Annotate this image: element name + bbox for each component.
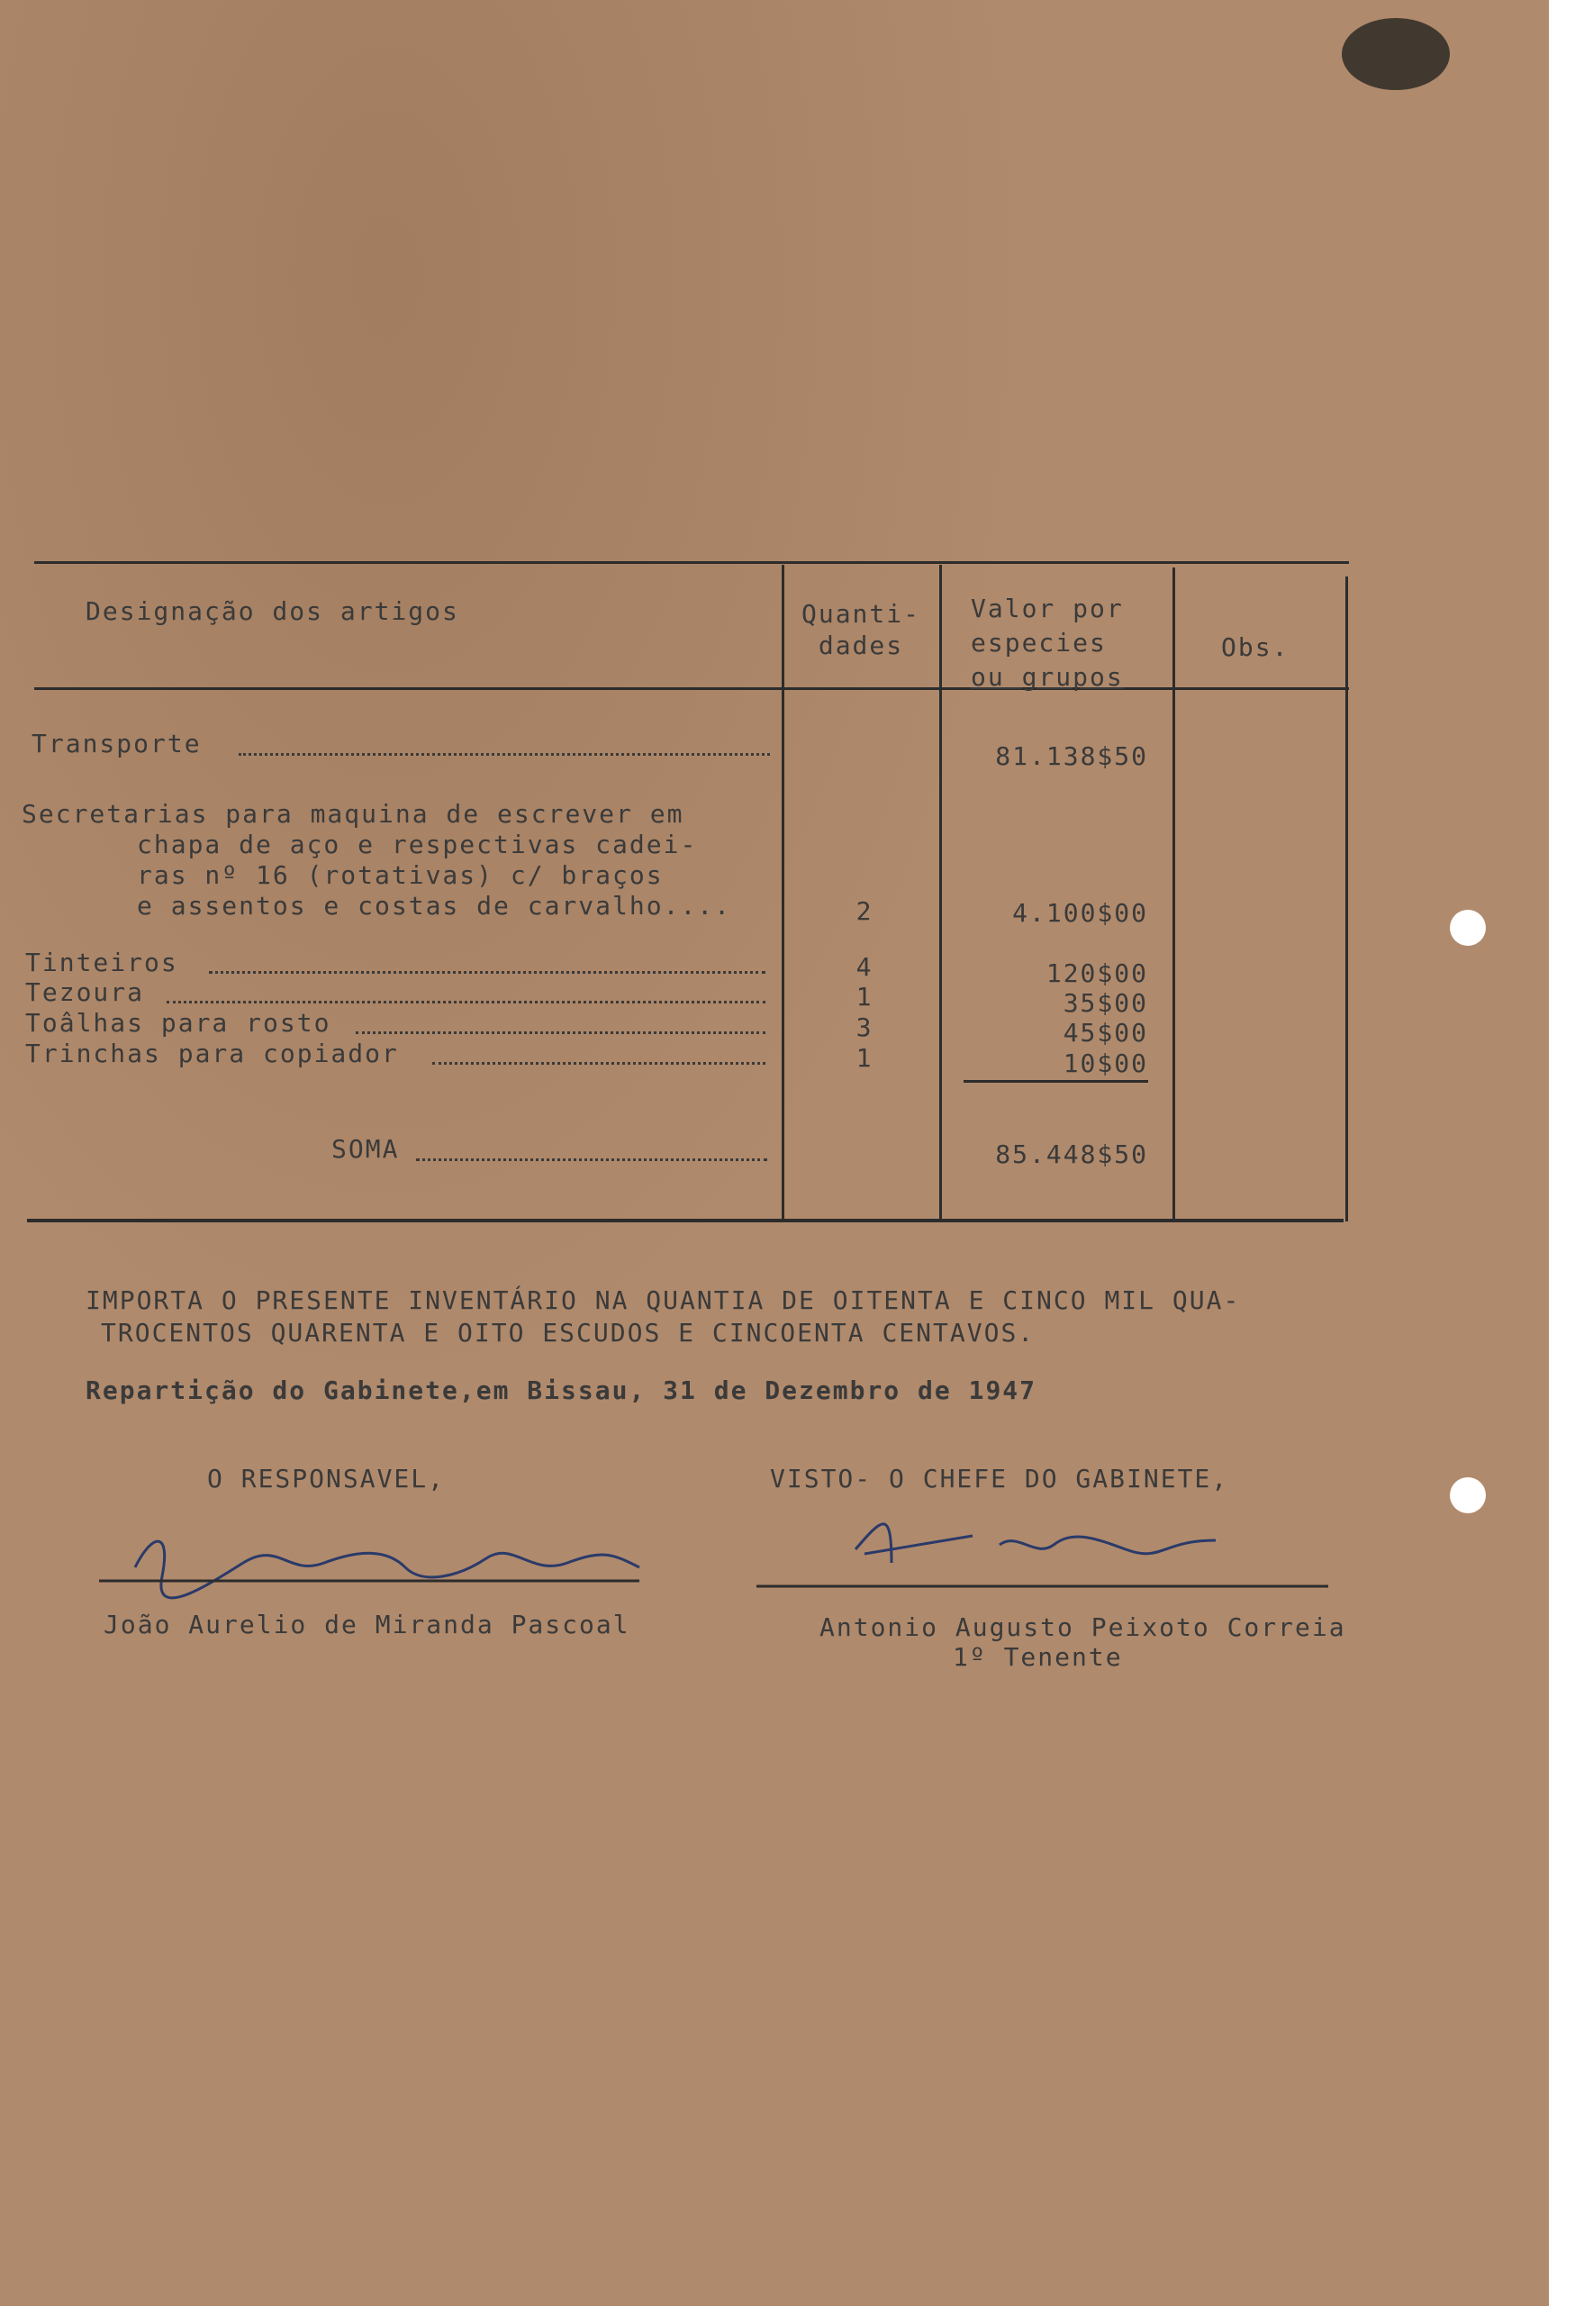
header-quantities-2: dades	[818, 631, 904, 660]
statement-line1: IMPORTA O PRESENTE INVENTÁRIO NA QUANTIA DE OITENTA E CINCO MIL QUA-	[86, 1285, 1241, 1315]
col-divider-3	[1172, 567, 1175, 1221]
total-label: SOMA	[331, 1134, 400, 1164]
transport-leader	[239, 753, 770, 756]
right-signature-title: VISTO- O CHEFE DO GABINETE,	[770, 1464, 1229, 1493]
row-label: Tezoura	[25, 977, 145, 1007]
right-signature-name: Antonio Augusto Peixoto Correia	[819, 1612, 1346, 1642]
total-leader	[416, 1158, 767, 1161]
left-signature-name: João Aurelio de Miranda Pascoal	[104, 1610, 630, 1639]
total-value: 85.448$50	[995, 1139, 1148, 1169]
statement-line2: TROCENTOS QUARENTA E OITO ESCUDOS E CINCOENTA CENTAVOS.	[101, 1318, 1036, 1348]
header-value-2: especies	[971, 628, 1107, 658]
punch-hole-2	[1450, 1477, 1486, 1513]
table-top-rule	[34, 561, 1349, 564]
row-leader	[432, 1062, 765, 1065]
item-secretarias-line4: e assentos e costas de carvalho....	[137, 891, 732, 921]
row-label: Tinteiros	[25, 948, 178, 977]
col-divider-2	[939, 565, 942, 1221]
transport-label: Transporte	[32, 729, 202, 758]
item-secretarias-value: 4.100$00	[1012, 898, 1148, 928]
row-label: Trinchas para copiador	[25, 1039, 399, 1068]
header-bottom-rule	[34, 687, 1349, 690]
row-qty: 4	[855, 952, 873, 982]
row-label: Toâlhas para rosto	[25, 1008, 331, 1038]
right-signature-rank: 1º Tenente	[953, 1642, 1123, 1672]
row-qty: 3	[855, 1012, 873, 1042]
row-qty: 1	[855, 1043, 873, 1073]
header-quantities-1: Quanti-	[801, 599, 920, 629]
item-secretarias-line2: chapa de aço e respectivas cadei-	[137, 830, 698, 859]
left-signature-image	[99, 1513, 657, 1603]
item-secretarias-line1: Secretarias para maquina de escrever em	[22, 799, 684, 829]
col-divider-1	[782, 565, 784, 1221]
transport-value: 81.138$50	[995, 741, 1148, 771]
item-secretarias-qty: 2	[855, 896, 873, 926]
row-value: 120$00	[1045, 958, 1148, 988]
item-secretarias-line3: ras nº 16 (rotativas) c/ braços	[137, 860, 664, 890]
header-obs: Obs.	[1221, 632, 1290, 662]
right-signature-image	[747, 1500, 1333, 1599]
header-designation: Designação dos artigos	[86, 596, 459, 626]
row-leader	[209, 971, 765, 974]
ink-stain	[1342, 18, 1450, 90]
header-value-3: ou grupos	[971, 662, 1124, 692]
row-value: 10$00	[1063, 1049, 1148, 1078]
table-bottom-rule	[27, 1219, 1344, 1222]
header-value-1: Valor por	[971, 594, 1124, 623]
row-leader	[356, 1031, 765, 1034]
subtotal-underline	[964, 1080, 1148, 1083]
col-divider-right	[1345, 576, 1348, 1221]
row-value: 35$00	[1063, 988, 1148, 1018]
row-qty: 1	[855, 982, 873, 1012]
place-date: Repartição do Gabinete,em Bissau, 31 de Dezembro de 1947	[86, 1375, 1037, 1405]
punch-hole-1	[1450, 910, 1486, 946]
left-signature-title: O RESPONSAVEL,	[207, 1464, 446, 1493]
row-value: 45$00	[1063, 1018, 1148, 1048]
row-leader	[167, 1001, 765, 1003]
